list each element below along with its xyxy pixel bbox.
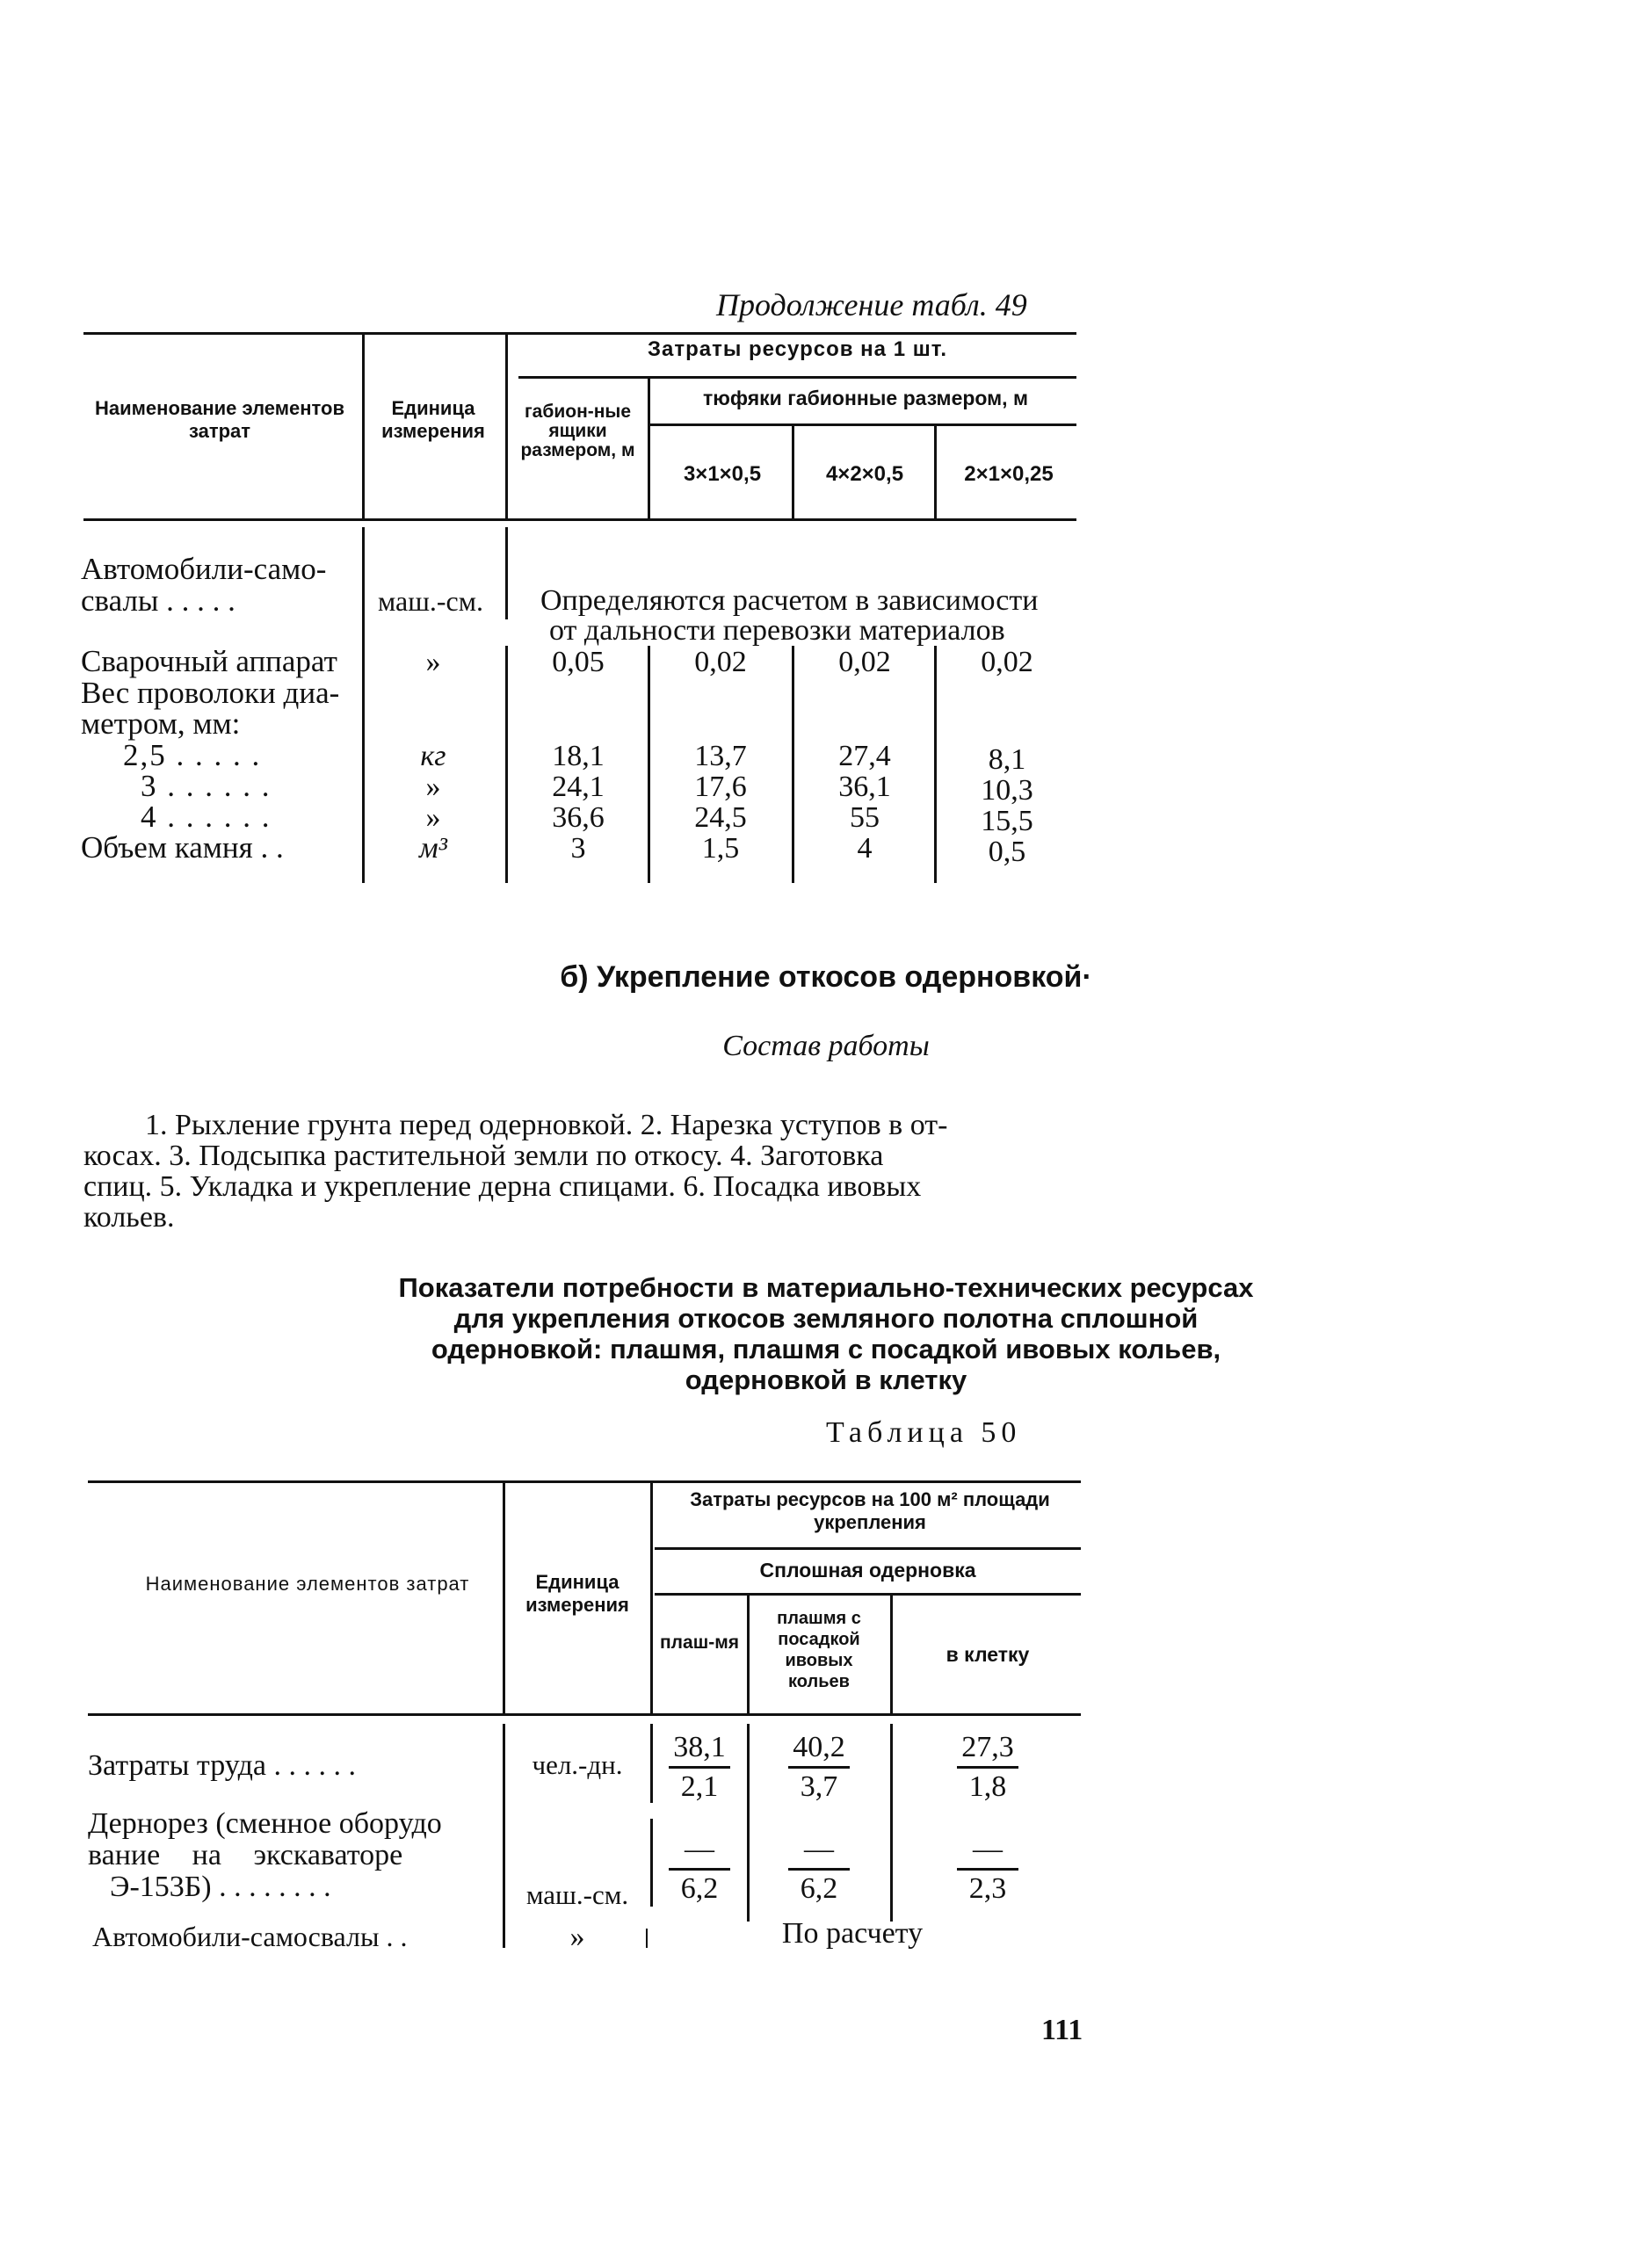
- t50-fraction: [657, 1835, 742, 1904]
- t49-cell: 0,05: [552, 646, 605, 678]
- t50-fraction-num: 38,1: [673, 1731, 726, 1763]
- t49-cell: 55: [850, 801, 880, 834]
- t49-row-name: Вес проволоки диа-: [81, 676, 340, 710]
- t49-cell: 3: [570, 832, 586, 865]
- t50-fraction-den: 3,7: [800, 1770, 838, 1803]
- page-number: 111: [1041, 2014, 1083, 2046]
- t50-fraction: [657, 1733, 742, 1802]
- t50-row-name: Автомобили-самосвалы . .: [92, 1921, 408, 1952]
- t50-fraction-num: —: [685, 1833, 714, 1865]
- t49-cell: 13,7: [694, 740, 747, 772]
- t50-row-unit: »: [569, 1921, 585, 1953]
- t50-fraction-den: 6,2: [680, 1872, 719, 1905]
- t49-header-costs: Затраты ресурсов на 1 шт.: [647, 337, 948, 361]
- t50-fraction-num: —: [973, 1833, 1003, 1865]
- t49-row-unit: маш.-см.: [378, 585, 483, 617]
- t49-header-size-2: 4×2×0,5: [825, 462, 904, 486]
- t49-cell: 24,1: [552, 771, 605, 803]
- continuation-caption: Продолжение табл. 49: [716, 287, 1027, 322]
- t49-cell: 27,4: [838, 740, 891, 772]
- t49-row-name: 2,5 . . . . .: [123, 738, 262, 772]
- t49-row-name: Объем камня . .: [81, 830, 284, 865]
- t49-row-unit: »: [425, 771, 441, 803]
- t49-row-name: метром, мм:: [81, 706, 241, 741]
- t49-row-name: 4 . . . . . .: [141, 800, 272, 834]
- t50-fraction-den: 2,3: [968, 1872, 1007, 1905]
- indicators-title-line: для укрепления откосов земляного полотна сплошной: [453, 1303, 1199, 1334]
- t49-row-unit: кг: [420, 740, 446, 772]
- t49-row-name: Сварочный аппарат: [81, 644, 337, 678]
- t49-row-name: Автомобили-само-: [81, 552, 327, 586]
- t50-fraction-den: 1,8: [968, 1770, 1007, 1803]
- t50-fraction: [752, 1733, 886, 1802]
- t49-cell: 0,02: [981, 646, 1033, 678]
- t50-row-name: Затраты труда . . . . . .: [88, 1749, 357, 1782]
- t49-row-unit: м³: [419, 832, 447, 865]
- t49-cell: 36,1: [838, 771, 891, 803]
- t49-header-name: Наименование элементов затрат: [95, 397, 344, 442]
- t49-row-name: 3 . . . . . .: [141, 769, 272, 803]
- t50-header-flat-willow: плашмя с посадкой ивовых кольев: [777, 1609, 861, 1691]
- t50-fraction-den: 2,1: [680, 1770, 719, 1803]
- t50-row-name: Э-153Б) . . . . . . . .: [110, 1871, 331, 1903]
- t49-header-size-3: 2×1×0,25: [964, 462, 1054, 486]
- t49-cell: 0,02: [838, 646, 891, 678]
- t50-row-unit: маш.-см.: [525, 1879, 629, 1910]
- work-text-line: 1. Рыхление грунта перед одерновкой. 2. Нарезка уступов в от-: [145, 1109, 948, 1141]
- t49-cell: 36,6: [552, 801, 605, 834]
- t49-row-unit: »: [425, 801, 441, 834]
- table-50-caption: Таблица 50: [826, 1416, 1022, 1449]
- work-text-line: кольев.: [83, 1201, 175, 1234]
- t50-fraction-num: 27,3: [961, 1731, 1014, 1763]
- t49-cell: 0,5: [988, 836, 1026, 868]
- section-b-title: б) Укрепление откосов одерновкой·: [560, 960, 1092, 994]
- t49-cell: 4: [857, 832, 873, 865]
- t50-header-costs: Затраты ресурсов на 100 м² площади укрепления: [690, 1488, 1050, 1533]
- work-text-line: косах. 3. Подсыпка растительной земли по откосу. 4. Заготовка: [83, 1140, 884, 1172]
- t49-cell: 1,5: [701, 832, 740, 865]
- indicators-title-line: одерновкой в клетку: [685, 1364, 967, 1395]
- t50-row-unit: чел.-дн.: [532, 1749, 623, 1780]
- t50-fraction-num: 40,2: [793, 1731, 845, 1763]
- work-text-line: спиц. 5. Укладка и укрепление дерна спицами. 6. Посадка ивовых: [83, 1170, 922, 1203]
- t50-row-name: Дернорез (сменное оборудо: [88, 1807, 442, 1840]
- t49-cell: 0,02: [694, 646, 747, 678]
- t50-merged-text: По расчету: [781, 1917, 924, 1950]
- t49-header-mattresses: тюфяки габионные размером, м: [703, 387, 1028, 409]
- indicators-title-line: Показатели потребности в материально-технических ресурсах: [398, 1272, 1254, 1303]
- t50-fraction-num: —: [804, 1833, 834, 1865]
- t50-header-solid: Сплошная одерновка: [759, 1559, 976, 1581]
- t50-header-name: Наименование элементов затрат: [145, 1573, 470, 1595]
- t49-row-unit: »: [425, 646, 441, 678]
- indicators-title-line: одерновкой: плашмя, плашмя с посадкой ивовых кольев,: [431, 1334, 1221, 1364]
- t50-fraction: [895, 1733, 1081, 1802]
- t49-header-gabion-boxes: габион-ные ящики размером, м: [520, 402, 635, 460]
- t50-header-flat: плаш-мя: [660, 1632, 739, 1653]
- t49-merged-text: Определяются расчетом в зависимости: [540, 584, 1039, 617]
- t49-cell: 18,1: [552, 740, 605, 772]
- t49-cell: 24,5: [694, 801, 747, 834]
- t49-header-size-1: 3×1×0,5: [683, 462, 762, 486]
- work-composition-title: Состав работы: [722, 1030, 930, 1062]
- t49-cell: 10,3: [981, 774, 1033, 807]
- t50-row-name: вание на экскаваторе: [88, 1839, 403, 1871]
- t49-cell: 17,6: [694, 771, 747, 803]
- t49-header-unit: Единица измерения: [381, 397, 485, 442]
- t50-fraction: [752, 1835, 886, 1904]
- t50-fraction-den: 6,2: [800, 1872, 838, 1905]
- t50-fraction: [895, 1835, 1081, 1904]
- t49-cell: 8,1: [988, 743, 1026, 776]
- t50-header-unit: Единица измерения: [525, 1571, 629, 1616]
- t49-row-name: свалы . . . . .: [81, 583, 235, 618]
- t49-cell: 15,5: [981, 805, 1033, 837]
- t49-merged-text: от дальности перевозки материалов: [549, 614, 1005, 647]
- t50-header-grid: в клетку: [946, 1643, 1030, 1666]
